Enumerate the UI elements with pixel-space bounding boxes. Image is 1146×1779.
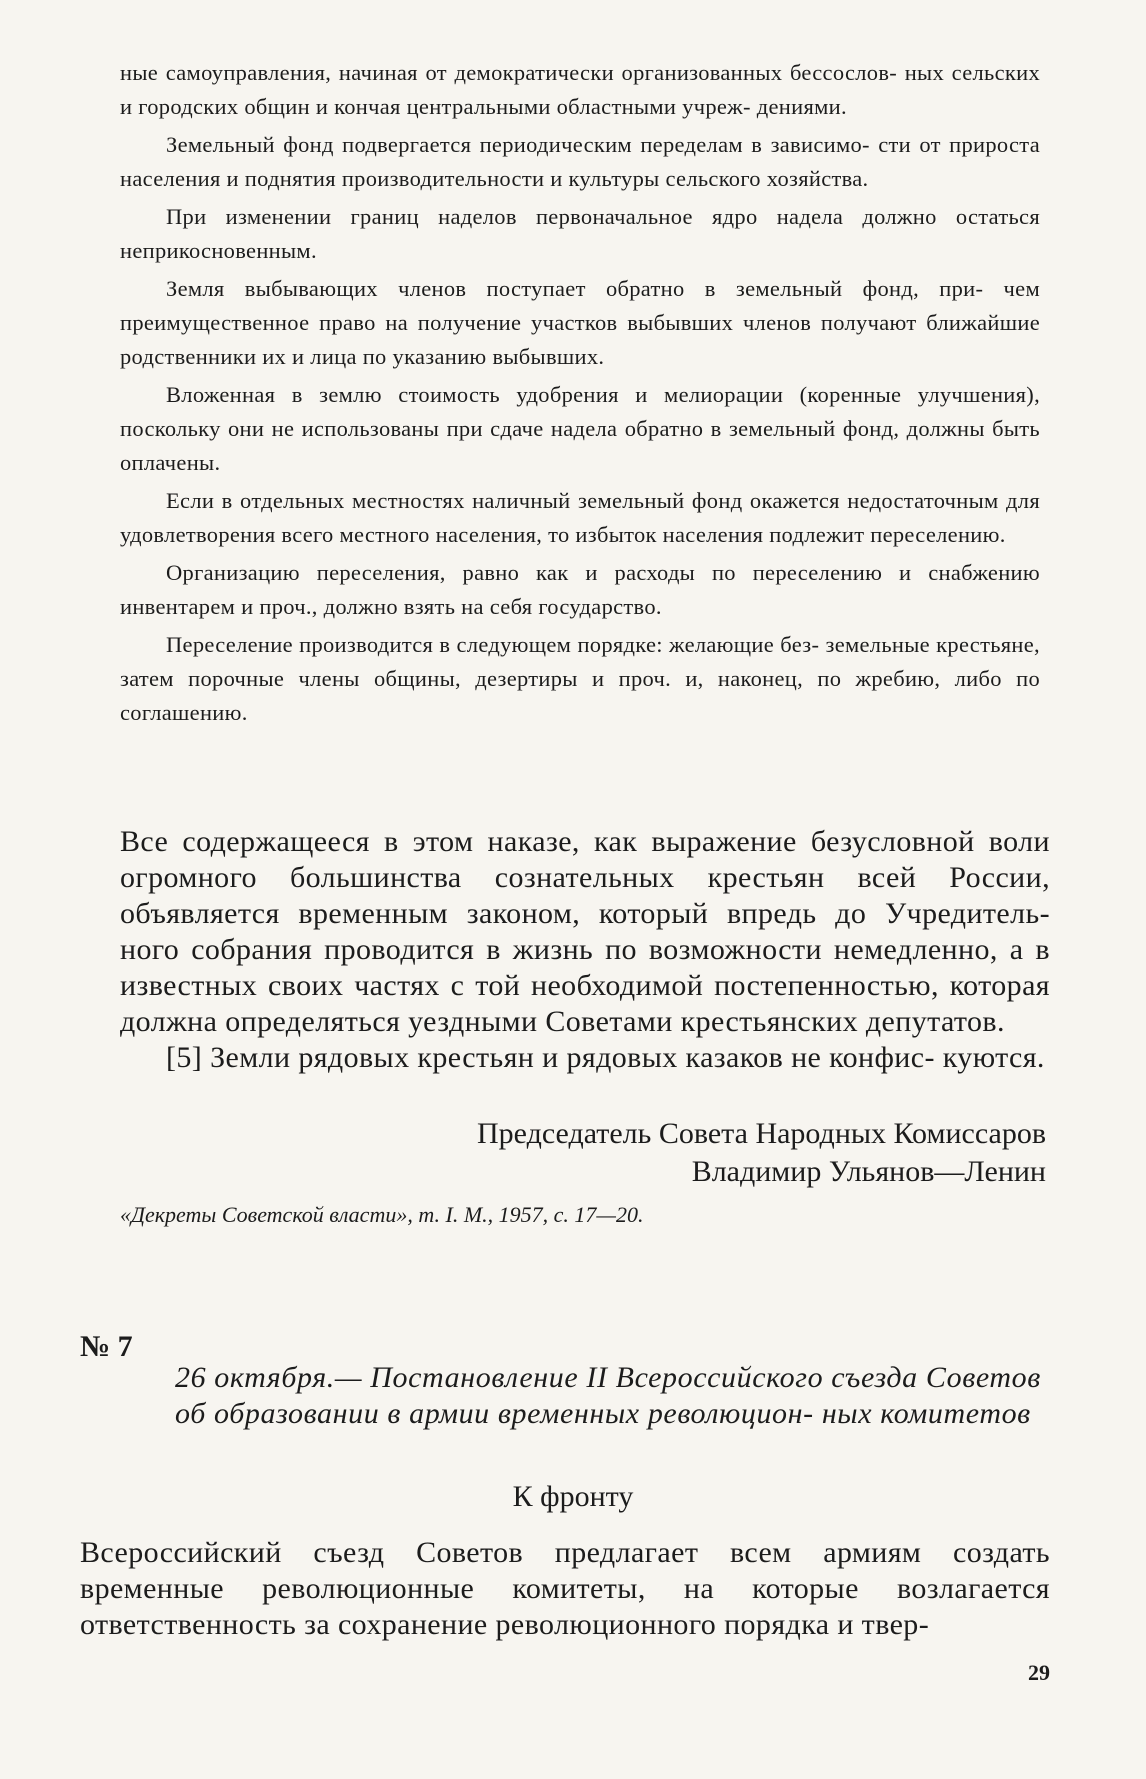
main-text-block (120, 824, 1050, 1076)
paragraph: [5] Земли рядовых крестьян и рядовых казаков не конфис- куются. (166, 1041, 1045, 1074)
source-citation: «Декреты Советской власти», т. I. М., 1957, с. 17—20. (120, 1202, 644, 1227)
paragraph: Земельный фонд подвергается периодическим переделам в зависимо- сти от прироста населения и поднятия производительности и культуры сельского хозяйства. (120, 132, 1040, 191)
signature (477, 1115, 1046, 1191)
paragraph: ные самоуправления, начиная от демократически организованных бессослов- ных сельских и городских общин и кончая центральными областными учреж- дениями. (120, 60, 1040, 119)
paragraph: Все содержащееся в этом наказе, как выражение безусловной воли огромного большинства сознательных крестьян всей России, объявляется временным законом, который впредь до Учредитель- ного собрания проводится в жизнь по возможности немедленно, а в известных своих частях с той необходимой постепенностью, которая должна определяться уездными Советами крестьянских депутатов. (120, 825, 1050, 1038)
paragraph: При изменении границ наделов первоначальное ядро надела должно остаться неприкосновенным. (120, 204, 1040, 263)
paragraph: Земля выбывающих членов поступает обратно в земельный фонд, при- чем преимущественное право на получение участков выбывших членов получают ближайшие родственники их и лица по указанию выбывших. (120, 276, 1040, 369)
section-heading: К фронту (512, 1480, 634, 1513)
document-number: № 7 (80, 1330, 133, 1363)
signature-name: Владимир Ульянов—Ленин (691, 1155, 1046, 1188)
document-title: 26 октября.— Постановление II Всероссийского съезда Советов об образовании в армии временных революцион- ных комитетов (175, 1361, 1041, 1430)
paragraph: Переселение производится в следующем порядке: желающие без- земельные крестьяне, затем порочные члены общины, дезертиры и проч. и, наконец, по жребию, либо по соглашению. (120, 632, 1040, 725)
page-number: 29 (1028, 1660, 1050, 1685)
paragraph: Вложенная в землю стоимость удобрения и мелиорации (коренные улучшения), поскольку они не использованы при сдаче надела обратно в земельный фонд, должны быть оплачены. (120, 382, 1040, 475)
paragraph: Если в отдельных местностях наличный земельный фонд окажется недостаточным для удовлетворения всего местного населения, то избыток населения подлежит переселению. (120, 488, 1040, 547)
signature-title: Председатель Совета Народных Комиссаров (477, 1117, 1046, 1150)
document-body: Всероссийский съезд Советов предлагает всем армиям создать временные революционные комитеты, на которые возлагается ответственность за сохранение революционного порядка и твер- (80, 1536, 1050, 1641)
paragraph: Организацию переселения, равно как и расходы по переселению и снабжению инвентарем и проч., должно взять на себя государство. (120, 560, 1040, 619)
top-text-block (120, 56, 1040, 734)
